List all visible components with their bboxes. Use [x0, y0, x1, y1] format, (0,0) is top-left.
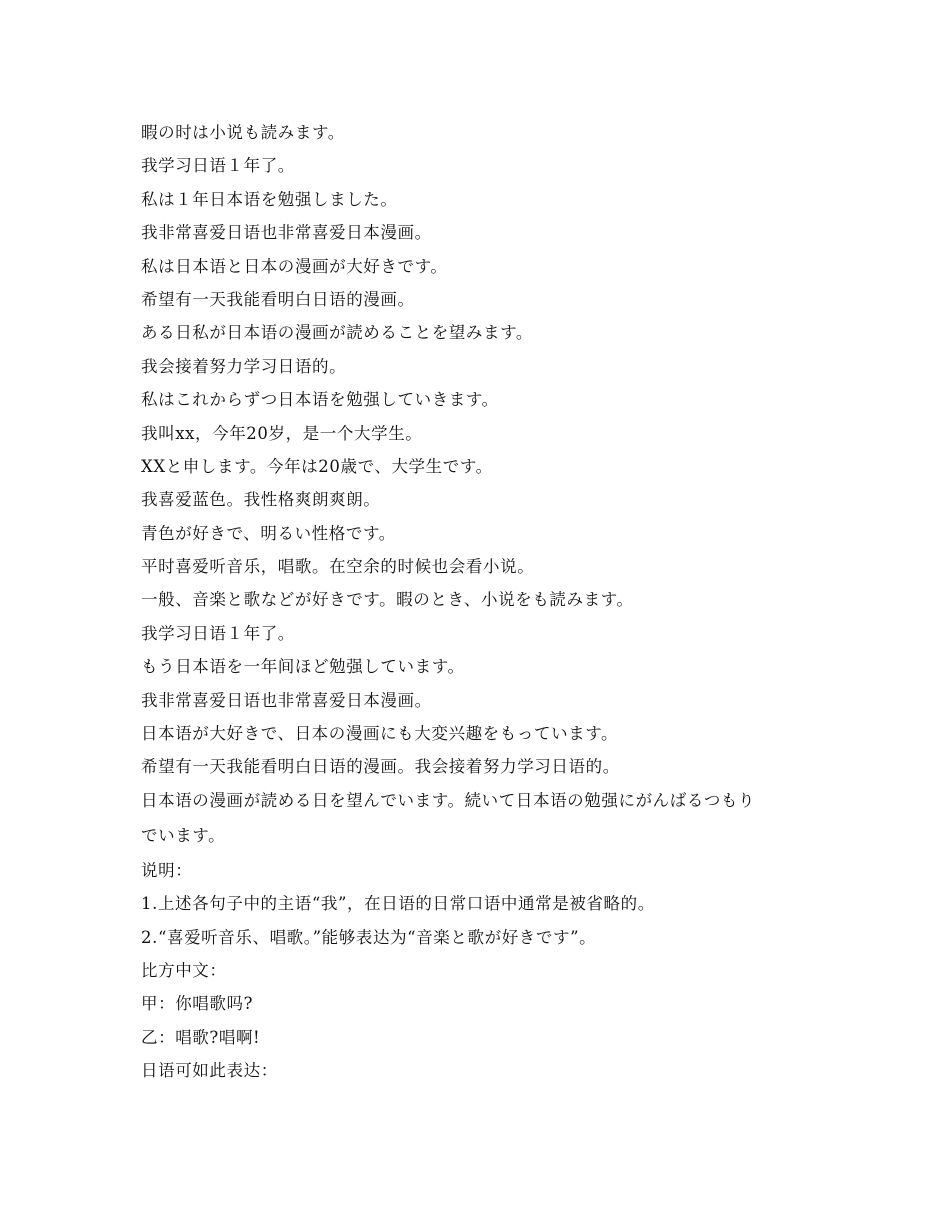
text-line: 平时喜爱听音乐，唱歌。在空余的时候也会看小说。 — [141, 557, 535, 577]
text-line: 说明： — [141, 860, 193, 880]
text-line: 日语可如此表达： — [141, 1061, 278, 1081]
text-line: 1.上述各句子中的主语“我”，在日语的日常口语中通常是被省略的。 — [141, 894, 655, 914]
text-line: 希望有一天我能看明白日语的漫画。 — [141, 289, 415, 309]
text-line: 青色が好きで、明るい性格です。 — [141, 523, 396, 543]
text-line: 我喜爱蓝色。我性格爽朗爽朗。 — [141, 490, 381, 510]
text-line: 2.“喜爱听音乐、唱歌。”能够表达为“音楽と歌が好きです”。 — [141, 927, 597, 947]
text-line: 比方中文： — [141, 960, 227, 980]
text-line: 我非常喜爱日语也非常喜爱日本漫画。 — [141, 690, 432, 710]
text-line: ある日私が日本语の漫画が読めることを望みます。 — [141, 323, 533, 343]
text-line: 我学习日语１年了。 — [141, 623, 295, 643]
text-line: 一般、音楽と歌などが好きです。暇のとき、小说をも読みます。 — [141, 590, 634, 610]
document-body — [141, 116, 821, 1088]
text-line: 私は１年日本语を勉强しました。 — [141, 189, 398, 209]
text-line: 私はこれからずつ日本语を勉强していきます。 — [141, 390, 499, 410]
text-line: 乙：唱歌?唱啊! — [141, 1027, 261, 1047]
text-line: 我叫xx，今年20岁，是一个大学生。 — [141, 423, 423, 443]
text-line: 希望有一天我能看明白日语的漫画。我会接着努力学习日语的。 — [141, 757, 620, 777]
text-line: 日本语の漫画が読める日を望んでいます。続いて日本语の勉强にがんばるつもり — [141, 790, 756, 810]
text-line: もう日本语を一年间ほど勉强しています。 — [141, 657, 465, 677]
text-line: XXと申します。今年は20歳で、大学生です。 — [141, 456, 493, 476]
text-line: 我学习日语１年了。 — [141, 156, 295, 176]
text-line: 暇の时は小说も読みます。 — [141, 123, 345, 142]
text-line: 我会接着努力学习日语的。 — [141, 356, 347, 376]
text-line: 日本语が大好きで、日本の漫画にも大変兴趣をもっています。 — [141, 724, 619, 744]
text-line: でいます。 — [141, 825, 226, 845]
text-line: 甲：你唱歌吗? — [141, 994, 254, 1014]
text-line: 我非常喜爱日语也非常喜爱日本漫画。 — [141, 223, 432, 243]
text-line: 私は日本语と日本の漫画が大好きです。 — [141, 256, 448, 276]
